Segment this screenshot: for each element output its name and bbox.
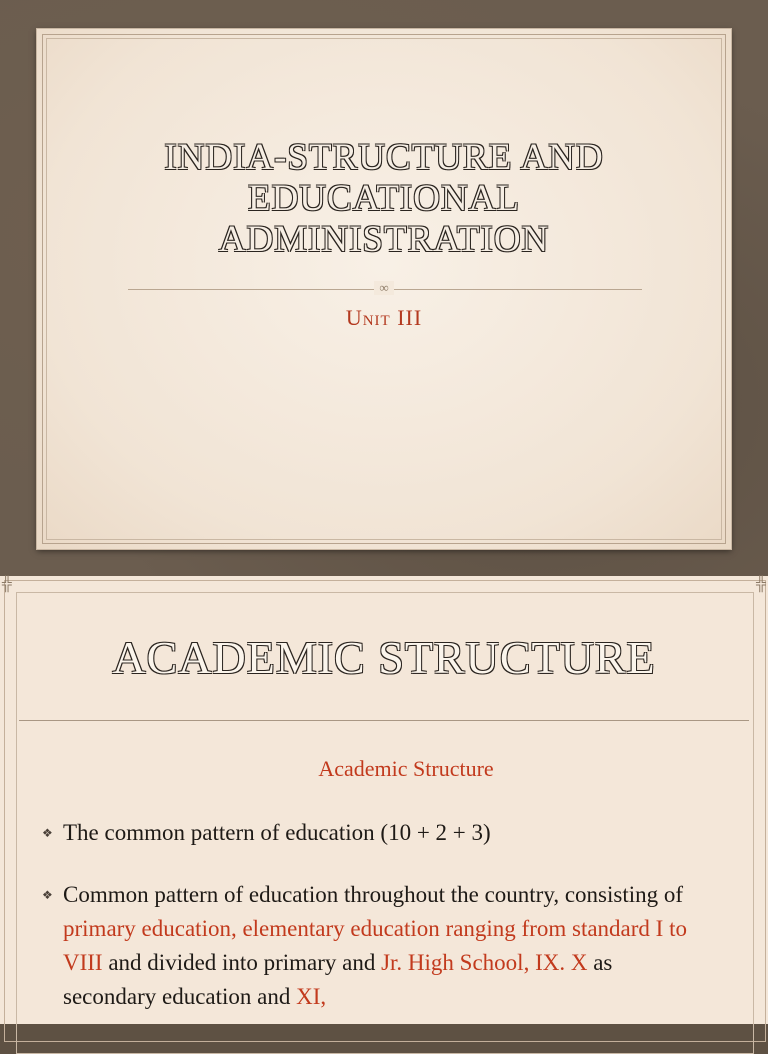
divider-ornament-icon: ∞ (374, 281, 394, 295)
diamond-bullet-icon: ❖ (42, 826, 53, 840)
corner-ornament-icon: ╬ (756, 577, 766, 592)
corner-ornament-icon: ╬ (2, 577, 12, 592)
section-title: Academic Structure (318, 756, 494, 781)
bullet-text: as secondary education and (63, 950, 613, 1009)
bullet-list (42, 816, 702, 1042)
bullet-text: The common pattern of education (10 + 2 + 3) (63, 820, 491, 845)
bullet-highlight: Jr. High School, IX. X (381, 950, 588, 975)
slide-title (37, 137, 731, 260)
title-line-2: EDUCATIONAL (247, 178, 521, 219)
title-line-3: ADMINISTRATION (218, 219, 550, 260)
heading-divider (19, 720, 749, 721)
list-item (42, 816, 702, 850)
diamond-bullet-icon: ❖ (42, 888, 53, 902)
bullet-highlight: XI, (296, 984, 327, 1009)
content-slide (0, 576, 768, 1024)
bullet-text: Common pattern of education throughout the country, consisting of (63, 882, 684, 907)
bullet-text: and divided into primary and (102, 950, 382, 975)
slide-subtitle: Unit III (345, 305, 423, 330)
list-item (42, 878, 702, 1014)
slide-paper (37, 29, 731, 549)
content-heading: ACADEMIC STRUCTURE (112, 632, 656, 683)
title-line-1: INDIA-STRUCTURE AND (164, 137, 604, 178)
bullet-highlight: primary education, elementary education ranging from standard I to VIII (63, 916, 687, 975)
